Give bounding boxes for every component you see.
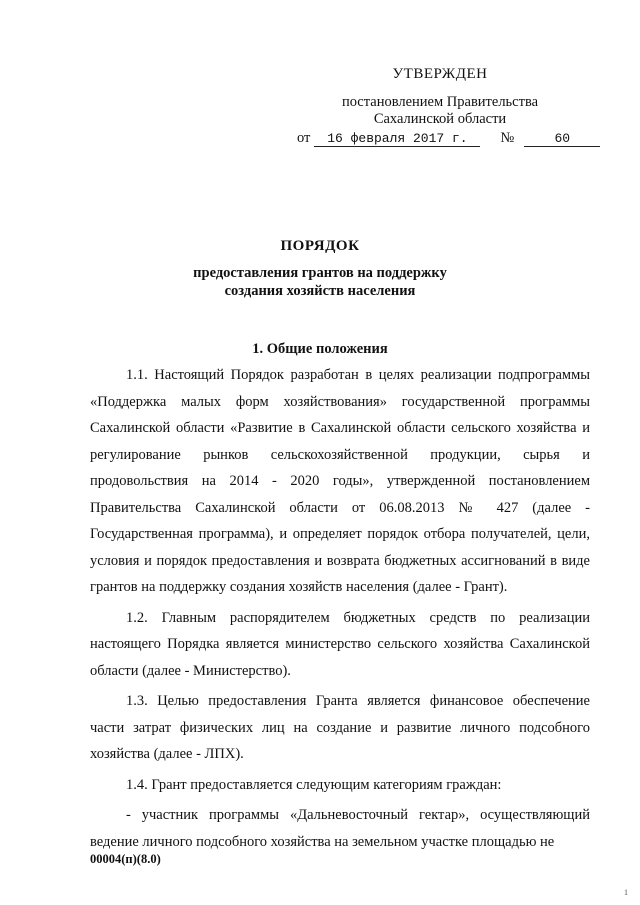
paragraph-1-4: 1.4. Грант предоставляется следующим категориям граждан:: [126, 776, 502, 793]
number-label: №: [500, 130, 515, 146]
paragraph-1-2: 1.2. Главным распорядителем бюджетных средств по реализации настоящего Порядка является министерство сельского хозяйства Сахалинской области (далее - Министерство).: [90, 609, 590, 679]
section-heading: 1. Общие положения: [252, 341, 388, 357]
footer-form-code: 00004(п)(8.0): [90, 852, 161, 866]
corner-page-mark: 1: [624, 888, 628, 897]
document-subtitle-line2: создания хозяйств населения: [224, 283, 416, 299]
document-subtitle-line1: предоставления грантов на поддержку: [193, 265, 447, 281]
date-prefix: от: [297, 130, 311, 146]
approval-number: 60: [524, 131, 600, 147]
paragraph-1-1: 1.1. Настоящий Порядок разработан в целях реализации подпрограммы «Поддержка малых форм хозяйствования» государственной программы Сахалинской области «Развитие в Сахалинской области сельского хозяйства и регулирование рынков сельскохозяйственной продукции, сырья и продовольствия на 2014 - 2020 годы», утвержденной постановлением Правительства Сахалинской области от 06.08.2013 № 427 (далее - Государственная программа), и определяет порядок отбора получателей, цели, условия и порядок предоставления и возврата бюджетных ассигнований в виде грантов на поддержку создания хозяйств населения (далее - Грант).: [90, 367, 590, 595]
approval-date-row: [297, 130, 600, 147]
section-body: [90, 362, 590, 855]
paragraph-1-4-item: - участник программы «Дальневосточный гектар», осуществляющий ведение личного подсобного хозяйства на земельном участке площадью не: [90, 807, 590, 850]
approved-by-line: постановлением Правительства: [341, 94, 539, 110]
approved-by-region: Сахалинской области: [373, 111, 507, 127]
approval-date: 16 февраля 2017 г.: [314, 131, 480, 147]
document-title: ПОРЯДОК: [280, 238, 360, 254]
paragraph-1-3: 1.3. Целью предоставления Гранта является финансовое обеспечение части затрат физических лиц на создание и развитие личного подсобного хозяйства (далее - ЛПХ).: [90, 693, 590, 762]
approved-title: УТВЕРЖДЕН: [392, 66, 488, 82]
